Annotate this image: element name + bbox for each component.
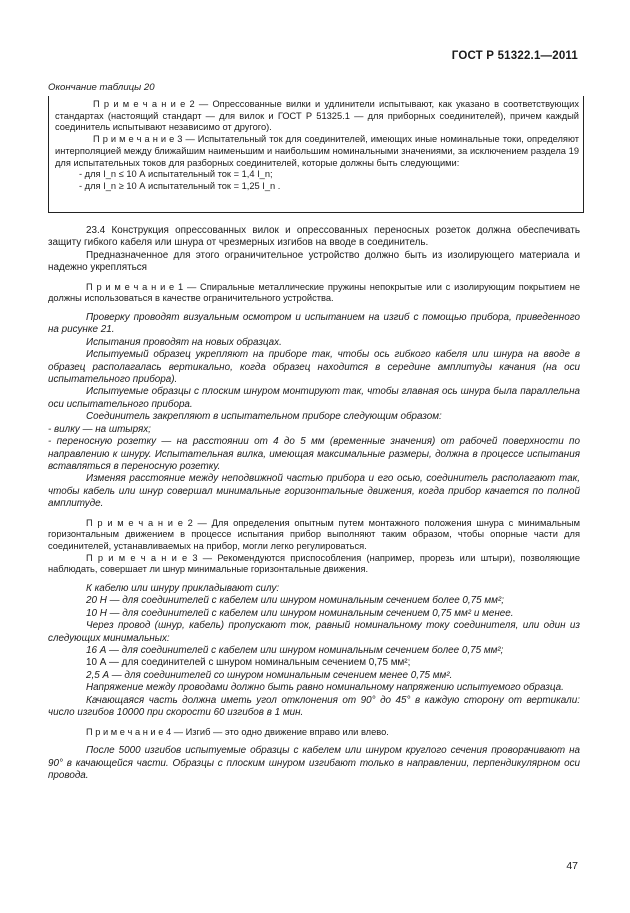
note-2b (48, 518, 580, 553)
note-label: П р и м е ч а н и е 3 (86, 552, 198, 563)
note-label: П р и м е ч а н и е 1 (86, 281, 184, 292)
note-text: — Изгиб — это одно движение вправо или влево. (171, 726, 389, 737)
table-notes-box (48, 96, 584, 213)
list-item: - вилку — на штырях; (48, 423, 151, 435)
note-text: — Испытательный ток для соединителей, имеющих иные номинальные токи, определяют интерполяцией между ближайшим наименьшим и наибольшим номинальными значениями, за исключением раздела 19 для испытательных токов для разборных соединителей, которые должны быть следующими: (55, 134, 579, 168)
standard-header: ГОСТ Р 51322.1—2011 (451, 50, 578, 62)
note-label: П р и м е ч а н и е 3 (93, 134, 183, 145)
test-paragraph: Напряжение между проводами должно быть равно номинальному напряжению испытуемого образца. (86, 682, 564, 694)
test-paragraph: 2,5 А — для соединителей со шнуром номинальным сечением менее 0,75 мм². (86, 669, 453, 681)
table-continuation-label: Окончание таблицы 20 (48, 82, 155, 93)
note-3b (48, 553, 580, 576)
test-paragraph: К кабелю или шнуру прикладывают силу: (86, 583, 280, 595)
test-paragraph: 16 А — для соединителей с кабелем или шнуром номинальным сечением более 0,75 мм²; (86, 645, 504, 657)
test-paragraph: Проверку проводят визуальным осмотром и испытанием на изгиб с помощью прибора, приведенного на рисунке 21. (48, 312, 580, 336)
note-4 (48, 727, 580, 739)
test-paragraph: 10 Н — для соединителей с кабелем или шнуром номинальным сечением 0,75 мм² и менее. (86, 607, 514, 619)
page-number: 47 (566, 860, 578, 872)
list-item: - переносную розетку — на расстоянии от 4 до 5 мм (временные значения) от рабочей поверхности по направлению к шнуру. Испытательная вилка, имеющая максимальные размеры, должна в процессе испытания вставляться в переносную розетку. (48, 436, 580, 472)
note-text: — Опрессованные вилки и удлинители испытывают, как указано в соответствующих стандартах (настоящий стандарт — для вилок и ГОСТ Р 51325.1 — для приборных соединителей), причем каждый соединитель испытывают независимо от другого). (55, 99, 579, 133)
test-paragraph: Испытуемый образец укрепляют на приборе так, чтобы ось гибкого кабеля или шнура на вводе в образец располагалась вертикально, когда образец находится в середине амплитуды качания (на оси испытательного прибора). (48, 349, 580, 386)
test-paragraph: 20 Н — для соединителей с кабелем или шнуром номинальным сечением более 0,75 мм²; (86, 595, 504, 607)
note-label: П р и м е ч а н и е 4 (86, 726, 172, 737)
test-paragraph: Испытания проводят на новых образцах. (86, 336, 282, 348)
test-paragraph: Испытуемые образцы с плоским шнуром монтируют так, чтобы главная ось шнура была параллельна оси испытательного прибора. (48, 386, 580, 410)
formula-line-1: - для I_n ≤ 10 А испытательный ток = 1,4 I_n; (79, 169, 273, 180)
note-text: — Для определения опытным путем монтажного положения шнура с минимальным горизонтальным движением в процессе испытания прибор выполняют таким образом, чтобы опорные части для соединителей, устанавливаемых на прибор, могли легко регулироваться. (48, 517, 581, 551)
note-text: — Спиральные металлические пружины непокрытые или с изолирующим покрытием не должны использоваться в качестве ограничительного устройства. (48, 281, 581, 304)
table-note-2 (55, 99, 579, 134)
table-note-3 (55, 134, 579, 169)
paragraph: Предназначенное для этого ограничительное устройство должно быть из изолирующего материала и надежно укрепляться (48, 249, 580, 274)
note-label: П р и м е ч а н и е 2 (86, 517, 193, 528)
test-paragraph: Через провод (шнур, кабель) пропускают ток, равный номинальному току соединителя, или один из следующих минимальных: (48, 620, 580, 644)
test-paragraph: После 5000 изгибов испытуемые образцы с кабелем или шнуром круглого сечения проворачивают на 90° в качающейся части. Образцы с плоским шнуром изгибают только в направлении, перпендикулярном оси провода. (48, 745, 580, 782)
main-text (48, 225, 580, 782)
test-paragraph: Изменяя расстояние между неподвижной частью прибора и его осью, соединитель располагают так, чтобы кабель или шнур совершал минимальные горизонтальные движения, когда прибор качается по полной амплитуде. (48, 473, 580, 510)
test-paragraph: Качающаяся часть должна иметь угол отклонения от 90° до 45° в каждую сторону от вертикали: число изгибов 10000 при скорости 60 изгибов в 1 мин. (48, 694, 580, 719)
test-paragraph: Соединитель закрепляют в испытательном приборе следующим образом: (86, 411, 442, 423)
paragraph: 10 А — для соединителей с шнуром номинальным сечением 0,75 мм²; (86, 657, 411, 669)
note-text: — Рекомендуются приспособления (например, прорезь или штыри), позволяющие наблюдать, совершает ли шнур минимальные горизонтальные движения. (48, 552, 580, 575)
note-1 (48, 282, 580, 305)
note-label: П р и м е ч а н и е 2 (93, 99, 195, 109)
formula-line-2: - для I_n ≥ 10 А испытательный ток = 1,25 I_n . (79, 180, 281, 191)
clause-23-4: 23.4 Конструкция опрессованных вилок и опрессованных переносных розеток должна обеспечивать защиту гибкого кабеля или шнура от чрезмерных изгибов на вводе в соединитель. (48, 225, 580, 249)
